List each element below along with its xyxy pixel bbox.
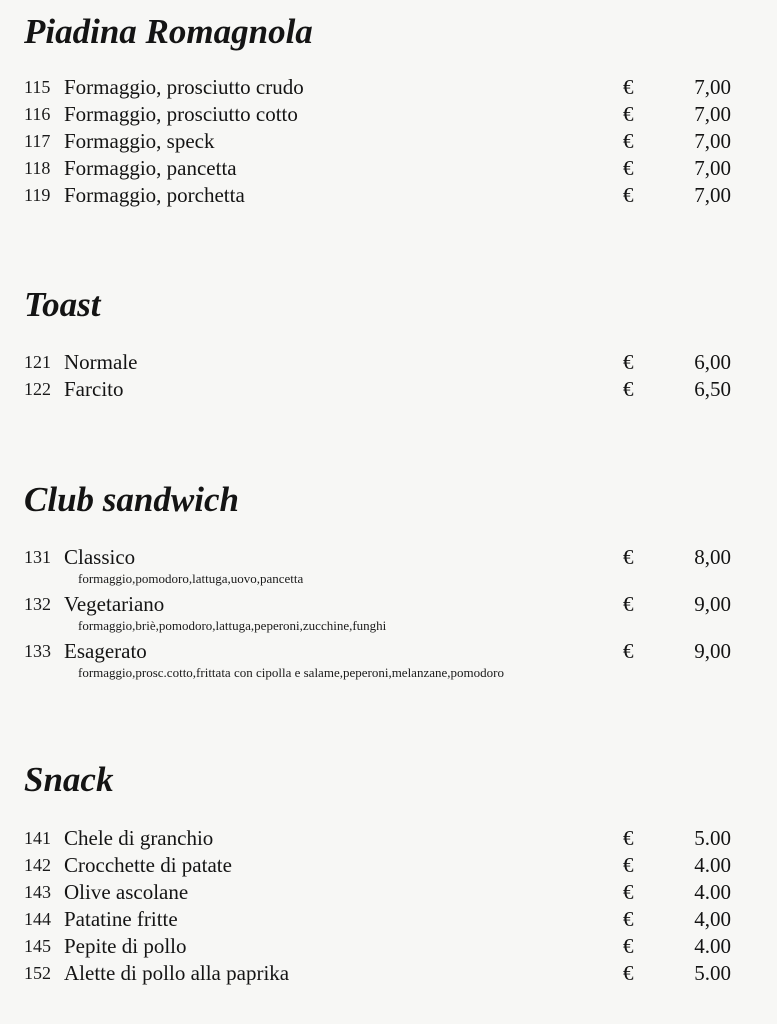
- item-price: 7,00: [694, 129, 731, 153]
- item-name: Classico: [64, 545, 136, 569]
- item-price: 7,00: [694, 183, 731, 207]
- currency-symbol: €: [623, 826, 634, 850]
- currency-symbol: €: [623, 102, 634, 126]
- item-code: 119: [24, 185, 51, 205]
- item-price: 4,00: [694, 907, 731, 931]
- item-code: 144: [24, 909, 51, 929]
- currency-symbol: €: [623, 156, 634, 180]
- currency-symbol: €: [623, 853, 634, 877]
- currency-symbol: €: [623, 934, 634, 958]
- currency-symbol: €: [623, 377, 634, 401]
- item-description: formaggio,pomodoro,lattuga,uovo,pancetta: [78, 571, 304, 586]
- currency-symbol: €: [623, 350, 634, 374]
- item-code: 141: [24, 828, 51, 848]
- item-price: 8,00: [694, 545, 731, 569]
- item-price: 9,00: [694, 639, 731, 663]
- currency-symbol: €: [623, 545, 634, 569]
- item-name: Chele di granchio: [64, 826, 214, 850]
- item-code: 118: [24, 158, 51, 178]
- item-name: Alette di pollo alla paprika: [64, 961, 290, 985]
- item-price: 6,00: [694, 350, 731, 374]
- item-price: 5.00: [694, 961, 731, 985]
- item-price: 4.00: [694, 853, 731, 877]
- item-description: formaggio,prosc.cotto,frittata con cipolla e salame,peperoni,melanzane,pomodoro: [78, 665, 504, 680]
- item-code: 115: [24, 77, 51, 97]
- section-heading: Piadina Romagnola: [24, 12, 313, 51]
- item-name: Formaggio, pancetta: [64, 156, 237, 180]
- section-heading: Club sandwich: [24, 480, 239, 519]
- item-price: 6,50: [694, 377, 731, 401]
- item-name: Formaggio, speck: [64, 129, 215, 153]
- item-price: 4.00: [694, 880, 731, 904]
- item-name: Pepite di pollo: [64, 934, 187, 958]
- currency-symbol: €: [623, 592, 634, 616]
- currency-symbol: €: [623, 907, 634, 931]
- item-code: 132: [24, 594, 51, 614]
- item-code: 133: [24, 641, 51, 661]
- section-heading: Snack: [24, 760, 114, 799]
- currency-symbol: €: [623, 880, 634, 904]
- item-code: 152: [24, 963, 51, 983]
- item-code: 142: [24, 855, 51, 875]
- item-code: 145: [24, 936, 51, 956]
- item-name: Normale: [64, 350, 138, 374]
- item-name: Farcito: [64, 377, 124, 401]
- item-code: 122: [24, 379, 51, 399]
- item-code: 143: [24, 882, 51, 902]
- item-name: Vegetariano: [64, 592, 165, 616]
- item-code: 116: [24, 104, 51, 124]
- item-description: formaggio,briè,pomodoro,lattuga,peperoni,zucchine,funghi: [78, 618, 387, 633]
- item-name: Crocchette di patate: [64, 853, 232, 877]
- currency-symbol: €: [623, 129, 634, 153]
- item-price: 7,00: [694, 156, 731, 180]
- currency-symbol: €: [623, 639, 634, 663]
- item-code: 131: [24, 547, 51, 567]
- currency-symbol: €: [623, 961, 634, 985]
- item-name: Patatine fritte: [64, 907, 178, 931]
- section-heading: Toast: [24, 285, 101, 324]
- item-price: 7,00: [694, 102, 731, 126]
- item-price: 7,00: [694, 75, 731, 99]
- currency-symbol: €: [623, 183, 634, 207]
- item-price: 4.00: [694, 934, 731, 958]
- item-price: 5.00: [694, 826, 731, 850]
- item-name: Formaggio, porchetta: [64, 183, 245, 207]
- item-name: Formaggio, prosciutto crudo: [64, 75, 304, 99]
- item-code: 117: [24, 131, 51, 151]
- item-name: Formaggio, prosciutto cotto: [64, 102, 298, 126]
- item-price: 9,00: [694, 592, 731, 616]
- item-code: 121: [24, 352, 51, 372]
- item-name: Esagerato: [64, 639, 147, 663]
- currency-symbol: €: [623, 75, 634, 99]
- item-name: Olive ascolane: [64, 880, 189, 904]
